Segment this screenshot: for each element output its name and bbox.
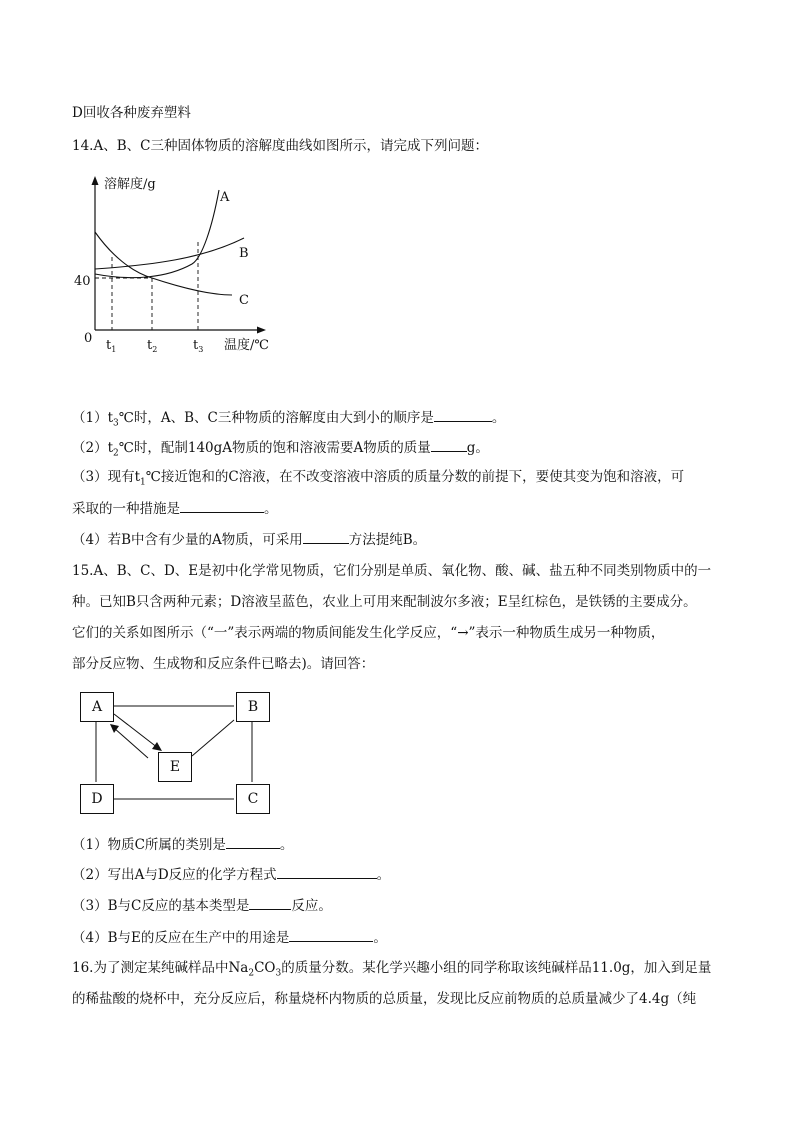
q14-3-sub: 1: [140, 477, 146, 488]
line-text: 14.A、B、C三种固体物质的溶解度曲线如图所示，请完成下列问题：: [72, 138, 488, 154]
x-tick-t3: $t_3$: [193, 338, 204, 354]
q15-part-4: [72, 927, 387, 947]
node-e: E: [158, 752, 192, 782]
q14-part-3: [72, 468, 684, 492]
curve-c-label: C: [239, 293, 249, 308]
x-tick-t2: $t_2$: [147, 338, 158, 354]
curve-a: [95, 190, 219, 278]
q16-line-2: [72, 990, 696, 1008]
q15-3-text: （3）B与C反应的基本类型是: [72, 898, 250, 914]
q15-1-end: 。: [279, 837, 294, 853]
q15-line-1: [72, 562, 711, 580]
curve-a-label: A: [220, 190, 230, 205]
q15-text: 它们的关系如图所示（“一”表示两端的物质间能发生化学反应，“→”表示一种物质生成另一种物质，: [72, 625, 665, 641]
q15-line-2: [72, 593, 697, 611]
answer-blank[interactable]: [303, 529, 349, 544]
y-axis-arrow: [92, 176, 99, 185]
q15-part-3: [72, 895, 332, 915]
edge-e-b: [192, 720, 234, 756]
answer-blank[interactable]: [289, 927, 373, 942]
q15-part-2: [72, 864, 390, 884]
q16-text: 16.为了测定某纯碱样品中Na: [72, 960, 249, 976]
q14-part-2: [72, 437, 489, 463]
q16-sub: 2: [248, 968, 255, 979]
y-axis-label: 溶解度/g: [104, 177, 156, 192]
q15-text: 部分反应物、生成物和反应条件已略去)。请回答：: [72, 656, 375, 672]
q14-2-end: g。: [466, 440, 489, 456]
text-line: [72, 104, 191, 122]
curve-b: [95, 238, 244, 269]
answer-blank[interactable]: [226, 834, 280, 849]
q14-1-text: （1）t: [72, 410, 114, 426]
y-tick-label: 40: [74, 274, 91, 289]
q14-2-text: （2）t: [72, 440, 114, 456]
question-14-title: [72, 137, 488, 155]
answer-blank[interactable]: [431, 437, 467, 452]
q14-3-text: （3）现有t: [72, 469, 141, 485]
q14-1-sub: 3: [113, 418, 119, 429]
x-tick-t1: $t_1$: [106, 338, 117, 354]
q14-part-4: [72, 529, 426, 549]
q14-part-1: [72, 407, 505, 433]
q16-text2: CO: [254, 960, 276, 976]
q14-1-end: 。: [491, 410, 506, 426]
answer-blank[interactable]: [434, 407, 492, 422]
x-axis-label-text: 温度/℃: [224, 338, 269, 353]
answer-blank[interactable]: [277, 864, 377, 879]
curve-b-label: B: [239, 246, 249, 261]
arrow-a-to-e: [114, 714, 158, 748]
x-axis-label: [224, 337, 269, 353]
solubility-chart: [72, 168, 292, 368]
q15-text: 15.A、B、C、D、E是初中化学常见物质，它们分别是单质、氧化物、酸、碱、盐五种不同类别物质中的一: [72, 563, 712, 579]
node-d: D: [80, 784, 114, 814]
q16-text: 的稀盐酸的烧杯中，充分反应后，称量烧杯内物质的总质量，发现比反应前物质的总质量减少了4.4g（纯: [72, 991, 697, 1007]
q15-3-end: 反应。: [291, 898, 332, 914]
q14-part-3-cont: [72, 498, 278, 518]
q15-line-3: [72, 624, 664, 642]
q14-2-sub: 2: [113, 448, 119, 459]
q14-1-text2: ℃时，A、B、C三种物质的溶解度由大到小的顺序是: [118, 410, 434, 426]
answer-blank[interactable]: [249, 895, 291, 910]
q15-2-end: 。: [376, 867, 391, 883]
q15-text: 种。已知B只含两种元素；D溶液呈蓝色，农业上可用来配制波尔多液；E呈红棕色，是铁锈的主要成分。: [72, 594, 697, 610]
relation-diagram: [72, 684, 282, 820]
x-axis-arrow: [257, 327, 266, 334]
q15-line-4: [72, 655, 374, 673]
q15-4-end: 。: [373, 930, 387, 946]
q16-sub2: 3: [275, 968, 282, 979]
node-c: C: [236, 784, 270, 814]
node-a: A: [80, 692, 114, 722]
node-b: B: [236, 692, 270, 722]
q15-1-text: （1）物质C所属的类别是: [72, 837, 226, 853]
arrow-e-to-a: [114, 728, 148, 758]
q15-part-1: [72, 834, 293, 854]
answer-blank[interactable]: [180, 498, 264, 513]
q14-4-end: 方法提纯B。: [348, 532, 427, 548]
q14-3-text3: 采取的一种措施是: [72, 501, 180, 517]
q14-2-text2: ℃时，配制140gA物质的饱和溶液需要A物质的质量: [118, 440, 431, 456]
q16-line-1: [72, 959, 711, 983]
q15-2-text: （2）写出A与D反应的化学方程式: [72, 867, 277, 883]
line-text: D回收各种废弃塑料: [72, 105, 191, 121]
origin-label: 0: [84, 331, 93, 346]
q14-4-text: （4）若B中含有少量的A物质，可采用: [72, 532, 303, 548]
q14-3-end: 。: [264, 501, 278, 517]
arrowhead-e: [152, 742, 162, 751]
q16-text3: 的质量分数。某化学兴趣小组的同学称取该纯碱样品11.0g，加入到足量: [281, 960, 712, 976]
q15-4-text: （4）B与E的反应在生产中的用途是: [72, 930, 290, 946]
q14-3-text2: ℃接近饱和的C溶液，在不改变溶液中溶质的质量分数的前提下，要使其变为饱和溶液，可: [145, 469, 685, 485]
curve-c: [95, 232, 232, 295]
